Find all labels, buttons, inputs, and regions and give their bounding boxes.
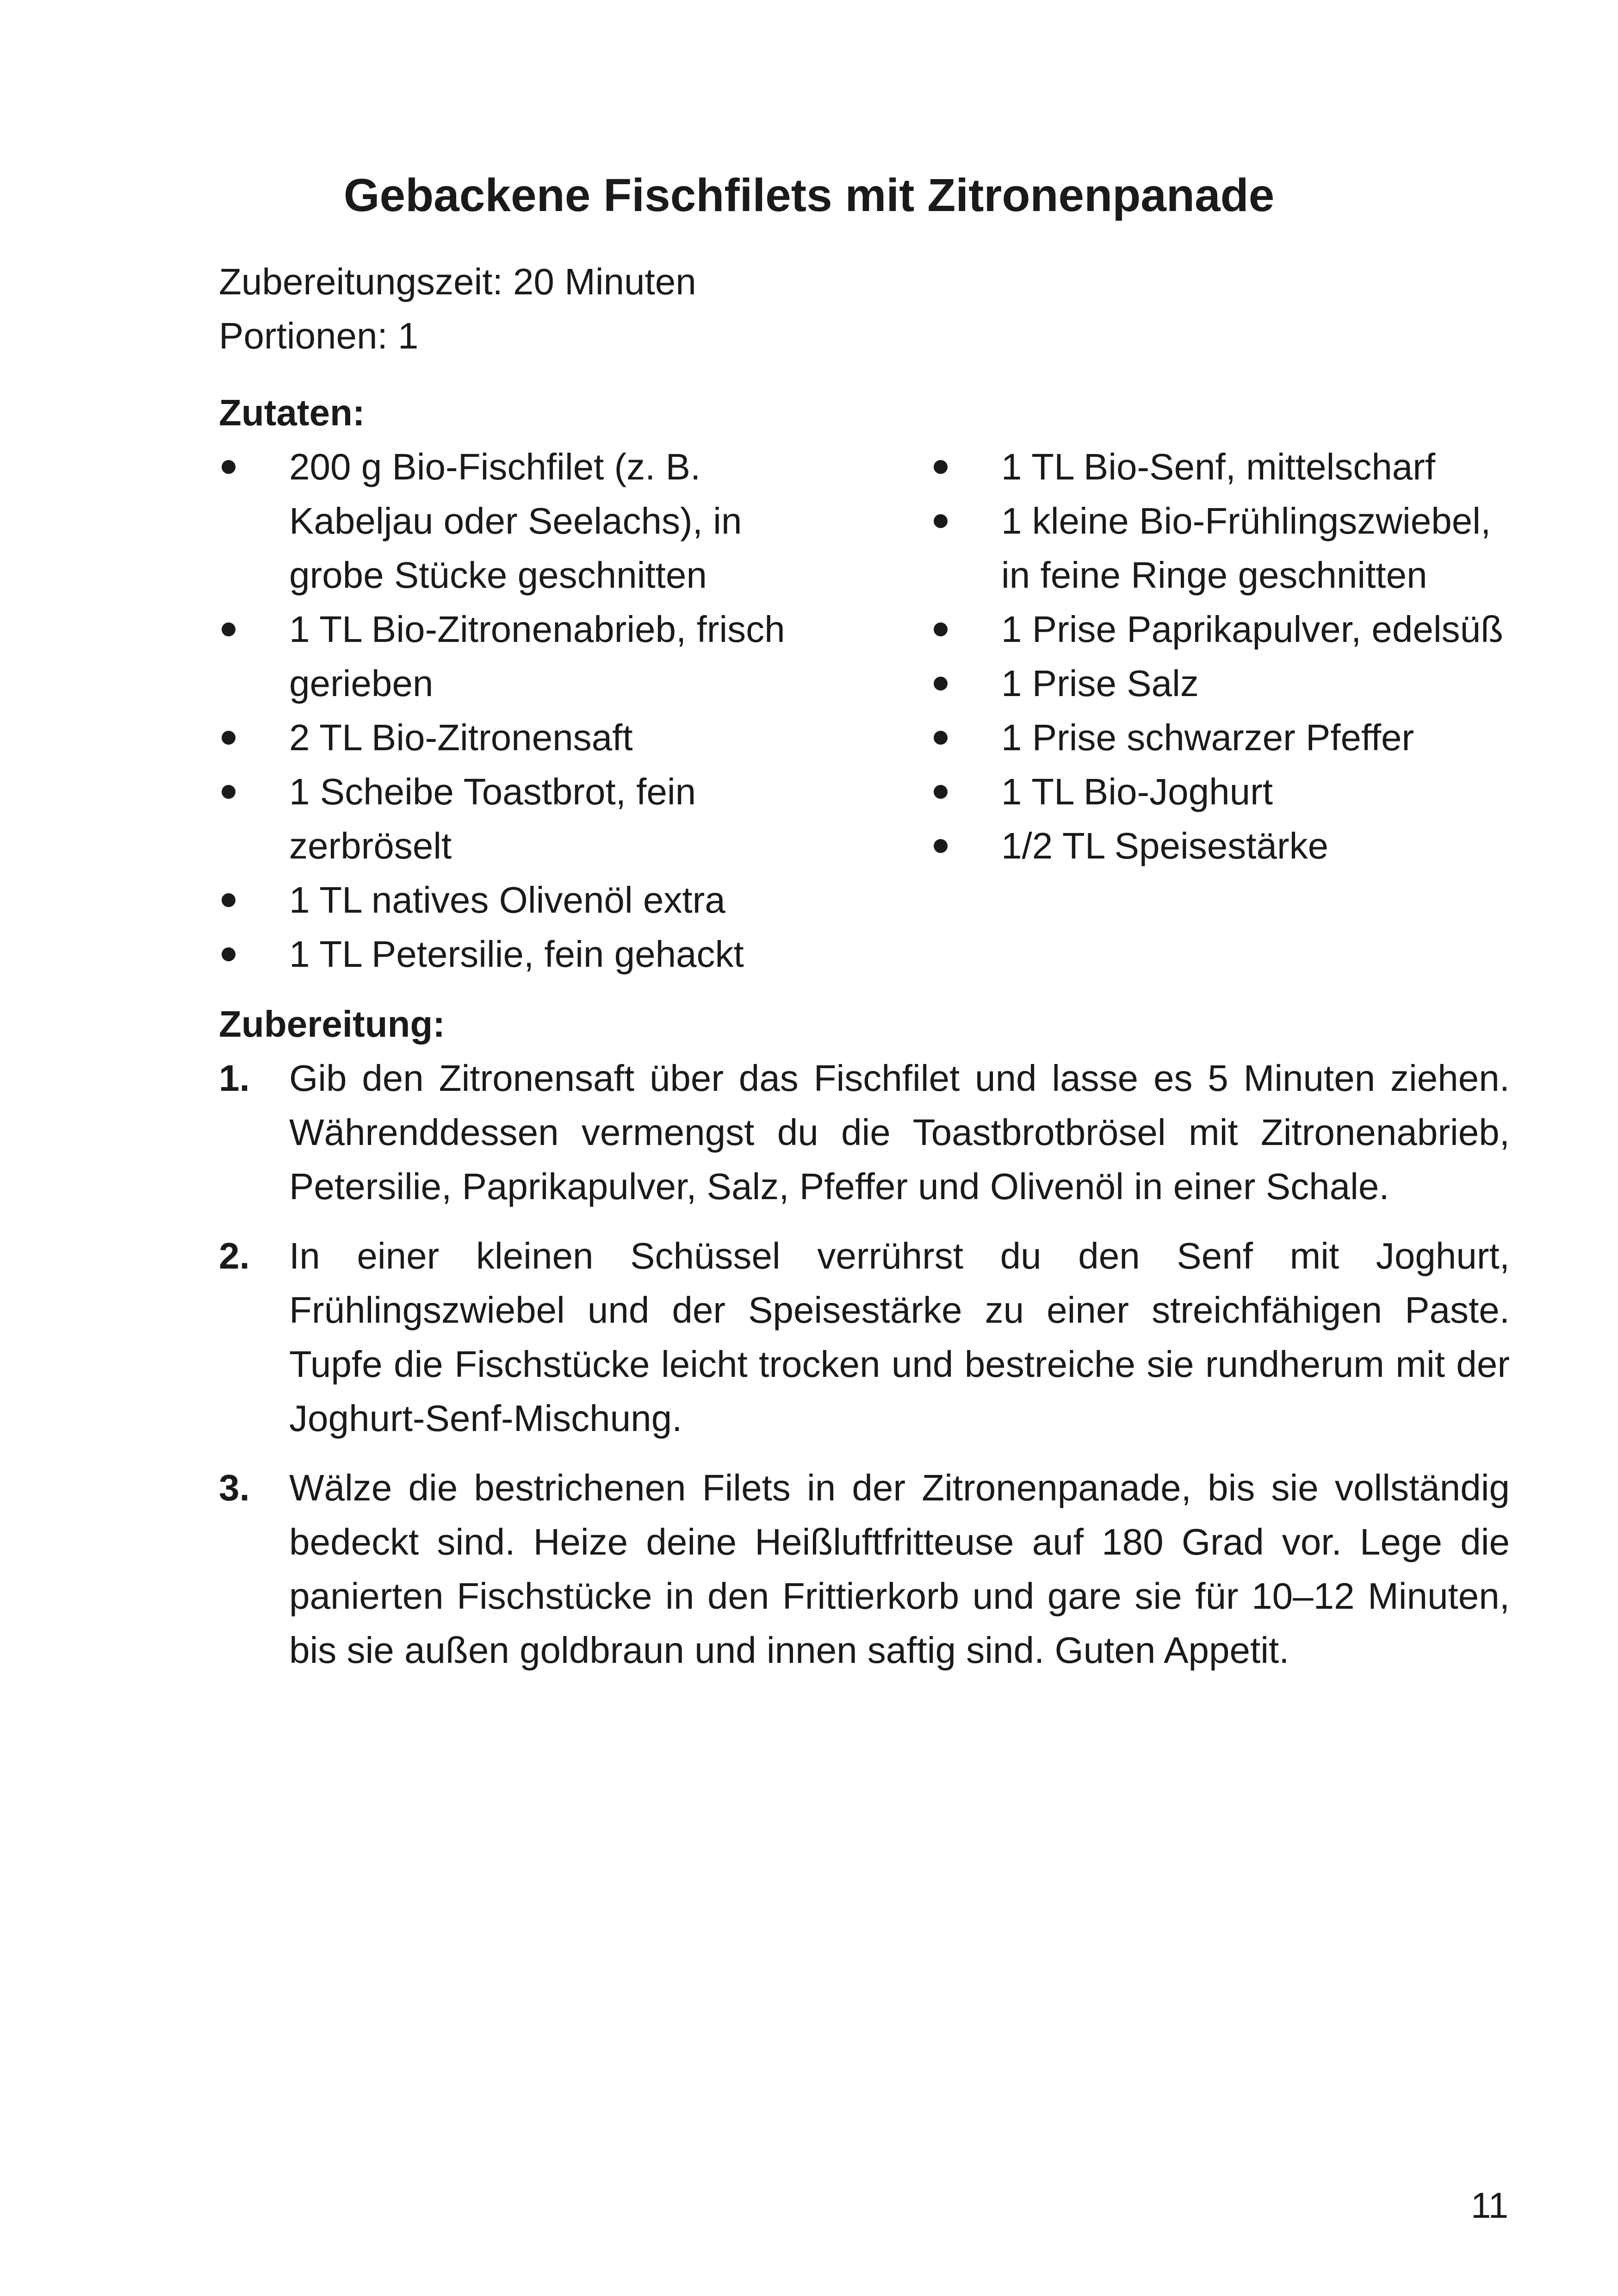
ingredient-text: 1/2 TL Speisestärke <box>1001 825 1329 866</box>
ingredient-text: 1 TL Petersilie, fein gehackt <box>289 933 744 975</box>
step-text: Gib den Zitronensaft über das Fischfilet und lasse es 5 Minuten ziehen. Währenddessen vermengst du die Toastbrotbrösel mit Zitronenabrieb, Petersilie, Paprikapulver, Salz, Pfeffer und Olivenöl in einer Schale. <box>289 1058 1510 1207</box>
ingredient-text: 1 kleine Bio-Frühlingszwiebel, in feine Ringe geschnitten <box>1001 500 1491 596</box>
ingredient-item <box>219 873 816 927</box>
page-number: 11 <box>1471 2185 1508 2226</box>
ingredient-item <box>931 656 1528 710</box>
ingredient-text: 200 g Bio-Fischfilet (z. B. Kabeljau oder Seelachs), in grobe Stücke geschnitten <box>289 446 742 596</box>
ingredient-text: 2 TL Bio-Zitronensaft <box>289 717 633 758</box>
ingredient-item <box>219 765 816 873</box>
preparation-steps <box>219 1051 1510 1692</box>
prep-time: Zubereitungszeit: 20 Minuten <box>219 261 696 302</box>
ingredient-item <box>219 602 816 710</box>
ingredient-item <box>219 710 816 765</box>
ingredient-item <box>931 710 1528 765</box>
ingredient-text: 1 Prise schwarzer Pfeffer <box>1001 717 1414 758</box>
ingredient-text: 1 TL natives Olivenöl extra <box>289 879 725 921</box>
step-text: In einer kleinen Schüssel verrührst du den Senf mit Joghurt, Frühlingszwiebel und der Speisestärke zu einer streichfähigen Paste. Tupfe die Fischstücke leicht trocken und bestreiche sie rundherum mit der Joghurt-Senf-Mischung. <box>289 1235 1510 1439</box>
ingredient-text: 1 TL Bio-Joghurt <box>1001 771 1273 812</box>
ingredient-item <box>931 494 1528 602</box>
ingredient-text: 1 Scheibe Toastbrot, fein zerbröselt <box>289 771 696 866</box>
step-number: 2. <box>219 1235 250 1276</box>
step-text: Wälze die bestrichenen Filets in der Zitronenpanade, bis sie vollständig bedeckt sind. Heize deine Heißluftfritteuse auf 180 Grad vor. Lege die panierten Fischstücke in den Frittierkorb und gare sie für 10–12 Minuten, bis sie außen goldbraun und innen saftig sind. Guten Appetit. <box>289 1467 1510 1671</box>
ingredient-item <box>931 602 1528 656</box>
step-item <box>219 1051 1510 1213</box>
ingredients-list-left <box>219 440 816 981</box>
ingredient-item <box>219 440 816 602</box>
portions: Portionen: 1 <box>219 315 419 356</box>
ingredient-item <box>931 819 1528 873</box>
step-number: 1. <box>219 1058 250 1099</box>
step-number: 3. <box>219 1467 250 1508</box>
ingredient-text: 1 Prise Salz <box>1001 663 1199 704</box>
step-item <box>219 1461 1510 1677</box>
ingredient-item <box>219 927 816 981</box>
recipe-title: Gebackene Fischfilets mit Zitronenpanade <box>343 169 1275 221</box>
ingredient-text: 1 TL Bio-Zitronenabrieb, frisch gerieben <box>289 609 785 704</box>
ingredients-heading: Zutaten: <box>219 392 365 433</box>
preparation-heading: Zubereitung: <box>219 1003 445 1045</box>
ingredient-item <box>931 440 1528 494</box>
ingredients-list-right <box>931 440 1528 873</box>
ingredient-item <box>931 765 1528 819</box>
ingredient-text: 1 TL Bio-Senf, mittelscharf <box>1001 446 1436 487</box>
step-item <box>219 1229 1510 1445</box>
ingredient-text: 1 Prise Paprikapulver, edelsüß <box>1001 609 1503 650</box>
